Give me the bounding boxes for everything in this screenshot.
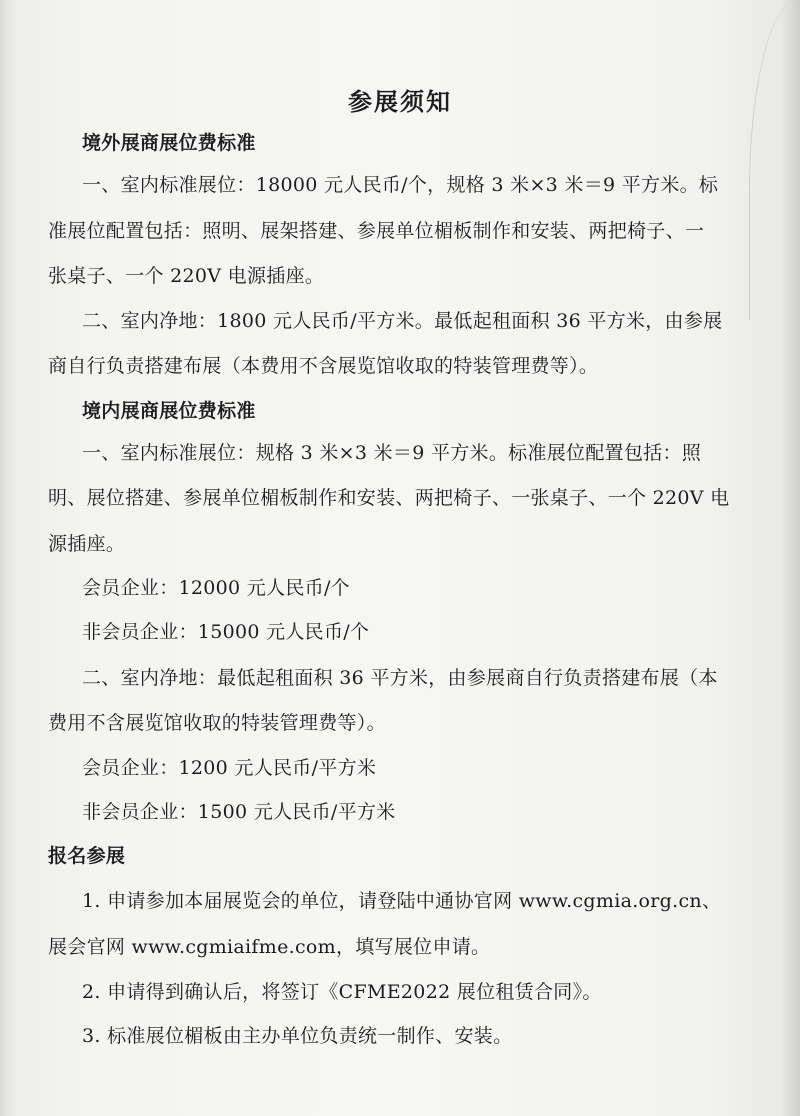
domestic-raw-space-line-1: 二、室内净地：最低起租面积 36 平方米，由参展商自行负责搭建布展（本 <box>82 667 718 689</box>
page-shadow-left <box>0 0 14 1116</box>
registration-item-1-line-2: 展会官网 www.cgmiaifme.com，填写展位申请。 <box>48 936 491 958</box>
section-heading-overseas: 境外展商展位费标准 <box>82 132 256 154</box>
domestic-standard-booth-line-2: 明、展位搭建、参展单位楣板制作和安装、两把椅子、一张桌子、一个 220V 电 <box>48 487 730 509</box>
domestic-nonmember-space-price: 非会员企业：1500 元人民币/平方米 <box>82 801 396 823</box>
registration-item-1-line-1: 1. 申请参加本届展览会的单位，请登陆中通协官网 www.cgmia.org.cn、 <box>82 890 722 912</box>
registration-item-3: 3. 标准展位楣板由主办单位负责统一制作、安装。 <box>82 1025 513 1047</box>
registration-item-2: 2. 申请得到确认后，将签订《CFME2022 展位租赁合同》。 <box>82 981 602 1003</box>
overseas-standard-booth-line-3: 张桌子、一个 220V 电源插座。 <box>48 265 325 287</box>
overseas-standard-booth-line-2: 准展位配置包括：照明、展架搭建、参展单位楣板制作和安装、两把椅子、一 <box>48 220 705 242</box>
domestic-member-space-price: 会员企业：1200 元人民币/平方米 <box>82 757 377 779</box>
domestic-standard-booth-line-1: 一、室内标准展位：规格 3 米×3 米＝9 平方米。标准展位配置包括：照 <box>82 442 702 464</box>
section-heading-registration: 报名参展 <box>48 845 126 867</box>
overseas-raw-space-line-1: 二、室内净地：1800 元人民币/平方米。最低起租面积 36 平方米，由参展 <box>82 310 723 332</box>
overseas-raw-space-line-2: 商自行负责搭建布展（本费用不含展览馆收取的特装管理费等）。 <box>48 355 599 377</box>
domestic-nonmember-booth-price: 非会员企业：15000 元人民币/个 <box>82 621 370 643</box>
domestic-standard-booth-line-3: 源插座。 <box>48 533 126 555</box>
domestic-raw-space-line-2: 费用不含展览馆收取的特装管理费等）。 <box>48 712 386 734</box>
document-title: 参展须知 <box>348 87 452 116</box>
page-curl <box>749 0 800 320</box>
overseas-standard-booth-line-1: 一、室内标准展位：18000 元人民币/个，规格 3 米×3 米＝9 平方米。标 <box>82 174 719 196</box>
domestic-member-booth-price: 会员企业：12000 元人民币/个 <box>82 577 350 599</box>
section-heading-domestic: 境内展商展位费标准 <box>82 400 256 422</box>
